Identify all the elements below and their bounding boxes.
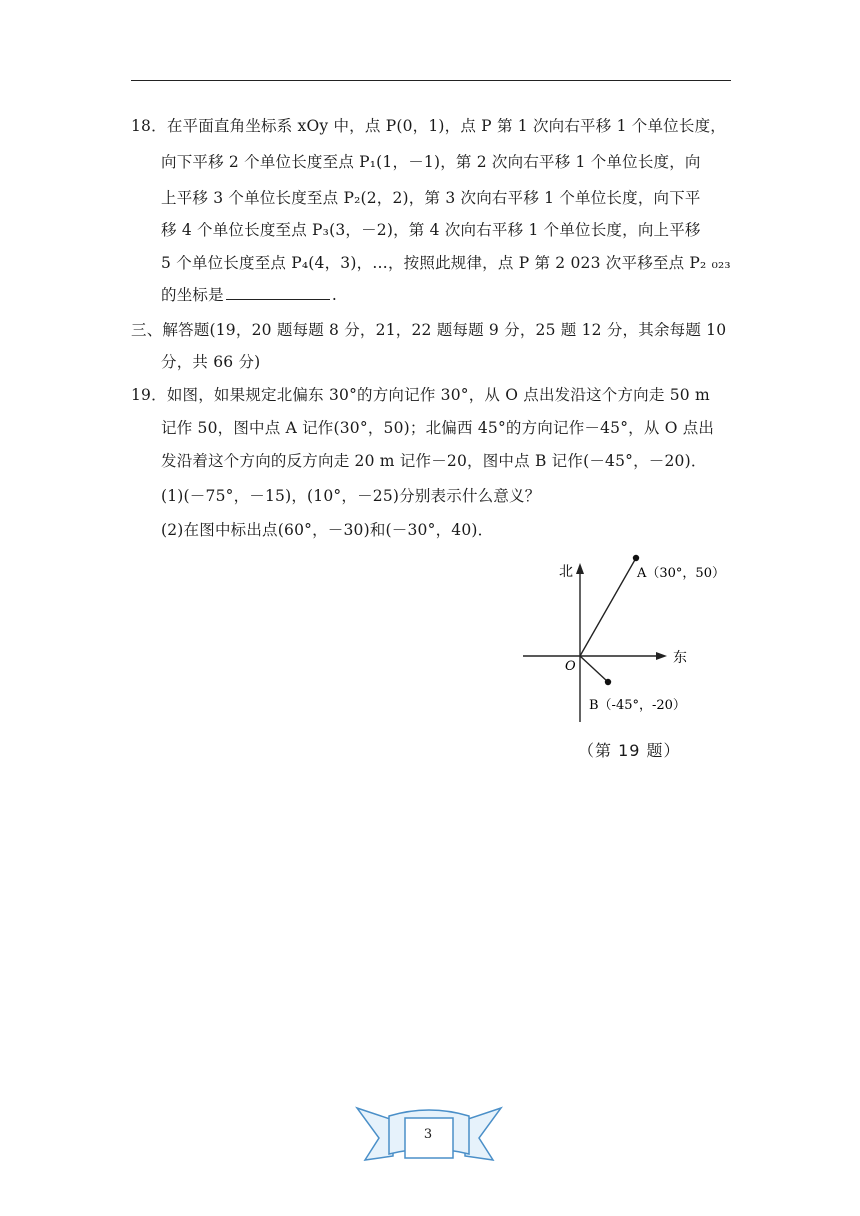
answer-blank[interactable] <box>226 298 330 300</box>
east-arrow-icon <box>656 652 667 660</box>
q18-line-4: 移 4 个单位长度至点 P₃(3，－2)，第 4 次向右平移 1 个单位长度，向上平移 <box>161 221 701 239</box>
q18-line-5: 5 个单位长度至点 P₄(4，3)，…，按照此规律，点 P 第 2 023 次平移至点 P₂ ₀₂₃ <box>161 254 731 272</box>
north-arrow-icon <box>576 563 584 574</box>
q18-line-1: 18．在平面直角坐标系 xOy 中，点 P(0，1)，点 P 第 1 次向右平移 1 个单位长度， <box>131 117 726 135</box>
point-a-label: A（30°，50） <box>637 566 725 581</box>
q18-answer-suffix: . <box>331 286 337 304</box>
q19-part-2: (2)在图中标出点(60°，－30)和(－30°，40)． <box>161 521 494 539</box>
north-label: 北 <box>559 564 573 580</box>
ray-oa <box>580 558 636 656</box>
section3-heading-cont: 分，共 66 分) <box>161 353 261 371</box>
q19-part-1: (1)(－75°，－15)，(10°，－25)分别表示什么意义？ <box>161 487 541 505</box>
point-b-dot <box>605 679 611 685</box>
origin-label: O <box>565 659 576 674</box>
q19-line-2: 记作 50，图中点 A 记作(30°，50)；北偏西 45°的方向记作－45°，从 O 点出 <box>161 419 715 437</box>
header-rule <box>131 80 731 81</box>
q19-line-3: 发沿着这个方向的反方向走 20 m 记作－20，图中点 B 记作(－45°，－20)． <box>161 452 707 470</box>
q18-line-2: 向下平移 2 个单位长度至点 P₁(1，－1)，第 2 次向右平移 1 个单位长度，向 <box>161 153 701 171</box>
point-b-label: B（-45°，-20） <box>589 698 686 713</box>
q18-line-3: 上平移 3 个单位长度至点 P₂(2，2)，第 3 次向右平移 1 个单位长度，向下平 <box>161 189 701 207</box>
section3-heading: 三、解答题(19，20 题每题 8 分，21，22 题每题 9 分，25 题 12 分，其余每题 10 <box>131 321 727 339</box>
east-label: 东 <box>673 650 687 666</box>
q18-line-6 <box>161 283 337 305</box>
figure-caption: （第 19 题） <box>578 741 681 760</box>
q18-answer-prefix: 的坐标是 <box>161 286 224 304</box>
page-number: 3 <box>423 1127 433 1142</box>
q19-line-1: 19．如图，如果规定北偏东 30°的方向记作 30°，从 O 点出发沿这个方向走 50 m <box>131 386 710 404</box>
point-a-dot <box>633 555 639 561</box>
ray-ob <box>580 656 608 682</box>
